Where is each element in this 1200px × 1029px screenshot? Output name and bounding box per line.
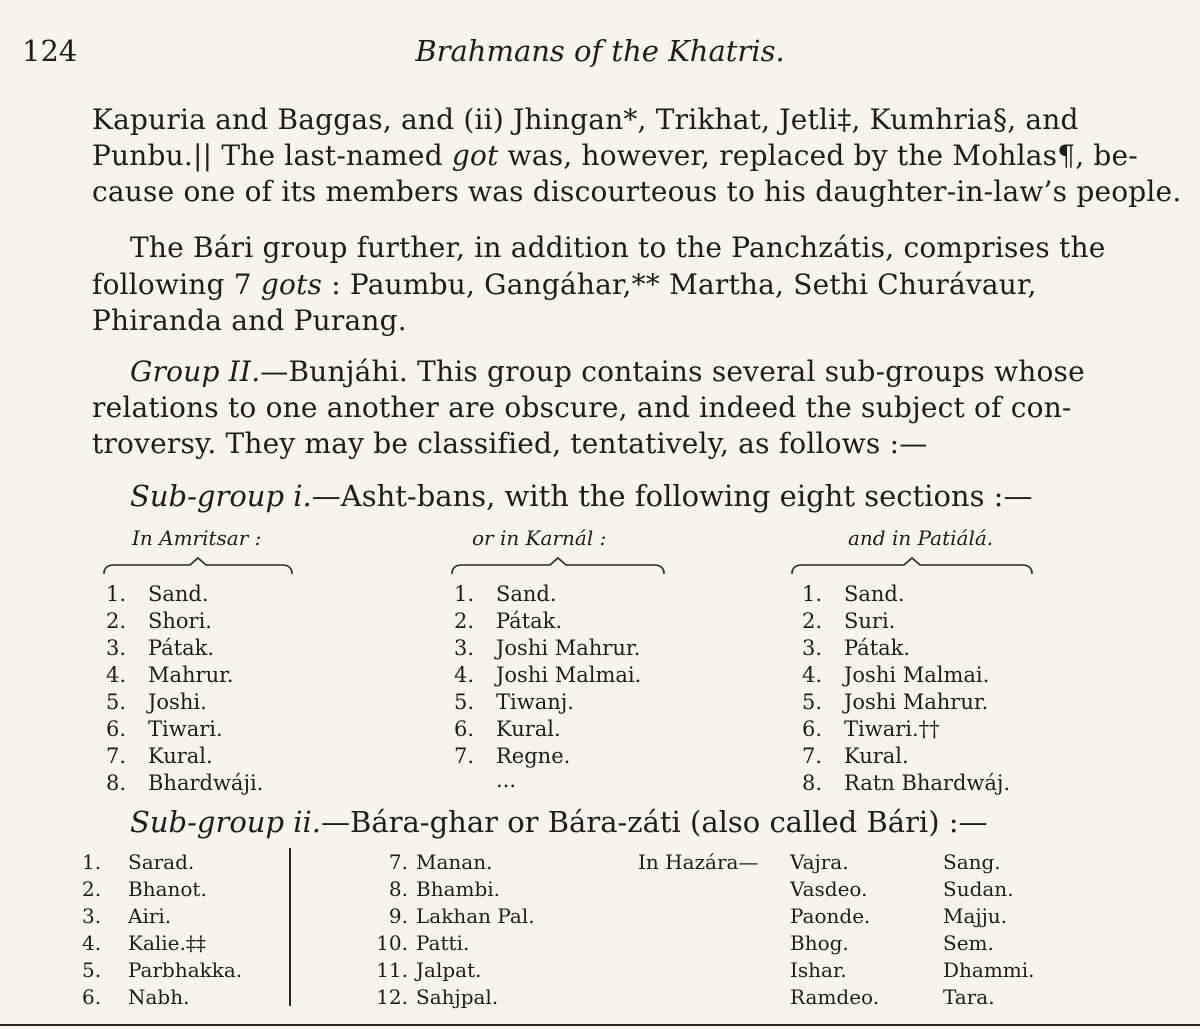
item-text: Airi. xyxy=(128,904,172,928)
text-run-italic: got xyxy=(451,139,499,172)
list-item xyxy=(802,744,909,768)
item-text: Suri. xyxy=(844,609,896,633)
item-number: 6. xyxy=(802,717,823,741)
table-row xyxy=(340,877,500,901)
para1-line2 xyxy=(92,139,1138,172)
hazara-item: Dhammi. xyxy=(943,958,1035,982)
item-text: Regne. xyxy=(496,744,571,768)
list-item xyxy=(454,717,561,741)
hazara-item: Sudan. xyxy=(943,877,1014,901)
item-number: 8. xyxy=(106,771,127,795)
list-item xyxy=(454,690,574,714)
table-row xyxy=(82,904,171,928)
para2-line3: Phiranda and Purang. xyxy=(92,304,407,337)
item-text: Pátak. xyxy=(844,636,911,660)
item-number: 7. xyxy=(802,744,823,768)
list-item xyxy=(106,663,234,687)
item-text: Sarad. xyxy=(128,850,195,874)
item-number: 1. xyxy=(106,582,127,606)
item-text: Jalpat. xyxy=(416,958,482,982)
item-text: Sahjpal. xyxy=(416,985,499,1009)
table-row xyxy=(340,958,481,982)
item-number: 1. xyxy=(802,582,823,606)
item-text: Kural. xyxy=(148,744,213,768)
list-item xyxy=(106,582,209,606)
text-run-italic: gots xyxy=(260,268,323,301)
table-row xyxy=(340,904,535,928)
item-number: 7. xyxy=(106,744,127,768)
list-item xyxy=(802,609,895,633)
table-row xyxy=(340,850,492,874)
list-item xyxy=(106,717,223,741)
text-run: —Asht-bans, with the following eight sections :— xyxy=(311,479,1033,513)
running-title: Brahmans of the Khatris. xyxy=(415,34,785,68)
item-text: Bhanot. xyxy=(128,877,207,901)
hazara-item: Vajra. xyxy=(790,850,849,874)
table-row xyxy=(82,877,207,901)
item-text: Tiwari. xyxy=(148,717,223,741)
table-row xyxy=(340,985,498,1009)
subgroup-i-title xyxy=(130,479,1032,513)
table-row xyxy=(82,958,242,982)
hazara-item: Majju. xyxy=(943,904,1008,928)
item-number: 12. xyxy=(376,985,408,1009)
list-item xyxy=(802,717,940,741)
item-text: Bhardwáji. xyxy=(148,771,264,795)
list-item xyxy=(454,663,641,687)
item-text: Patti. xyxy=(416,931,470,955)
item-number: 3. xyxy=(454,636,475,660)
item-number: 3. xyxy=(82,904,102,928)
para3-line2: relations to one another are obscure, and indeed the subject of con- xyxy=(92,391,1072,424)
column-heading-patiala: and in Patiálá. xyxy=(848,526,994,550)
item-number: 6. xyxy=(82,985,102,1009)
item-text: Sand. xyxy=(148,582,209,606)
item-text: Kural. xyxy=(844,744,909,768)
item-text: Parbhakka. xyxy=(128,958,243,982)
item-text: Bhambi. xyxy=(416,877,501,901)
item-number: 3. xyxy=(802,636,823,660)
item-number: 6. xyxy=(106,717,127,741)
item-number: 8. xyxy=(802,771,823,795)
item-text: Lakhan Pal. xyxy=(416,904,535,928)
item-number: 9. xyxy=(388,904,408,928)
list-item xyxy=(106,690,207,714)
hazara-item: Tara. xyxy=(943,985,995,1009)
item-number: 11. xyxy=(376,958,408,982)
item-number: 7. xyxy=(388,850,408,874)
bottom-rule xyxy=(0,1024,1200,1026)
item-number: 2. xyxy=(82,877,102,901)
hazara-item: Sang. xyxy=(943,850,1001,874)
table-row xyxy=(340,931,469,955)
hazara-item: Vasdeo. xyxy=(790,877,868,901)
list-item xyxy=(106,771,263,795)
para1-line3: cause one of its members was discourteous to his daughter-in-law’s people. xyxy=(92,175,1182,208)
para3-line1 xyxy=(130,355,1085,388)
item-number: 10. xyxy=(376,931,408,955)
item-number: 5. xyxy=(802,690,823,714)
table-row xyxy=(82,985,189,1009)
list-item xyxy=(454,636,640,660)
item-number: 1. xyxy=(82,850,102,874)
list-item xyxy=(802,636,910,660)
item-number: 6. xyxy=(454,717,475,741)
item-text: Sand. xyxy=(844,582,905,606)
list-item xyxy=(454,582,557,606)
item-number: 5. xyxy=(82,958,102,982)
item-text: Tiwanj. xyxy=(496,690,574,714)
hazara-label: In Hazára— xyxy=(638,850,759,874)
list-item xyxy=(802,663,989,687)
list-item xyxy=(106,744,213,768)
para3-line3: troversy. They may be classified, tentatively, as follows :— xyxy=(92,427,928,460)
text-run: —Bunjáhi. This group contains several sub-groups whose xyxy=(260,355,1085,388)
list-item xyxy=(106,636,214,660)
para2-line1: The Bári group further, in addition to the Panchzátis, comprises the xyxy=(130,231,1106,264)
text-run: : Paumbu, Gangáhar,** Martha, Sethi Churávaur, xyxy=(322,268,1037,301)
text-run: Punbu.|| The last-named xyxy=(92,139,452,172)
brace-amritsar xyxy=(102,556,294,574)
item-number: 8. xyxy=(388,877,408,901)
text-run: was, however, replaced by the Mohlas¶, be- xyxy=(498,139,1138,172)
item-text: Shori. xyxy=(148,609,212,633)
item-text: Joshi. xyxy=(148,690,207,714)
text-run: following 7 xyxy=(92,268,261,301)
item-text: Mahrur. xyxy=(148,663,234,687)
table-row xyxy=(82,850,194,874)
item-number: 5. xyxy=(106,690,127,714)
item-text: Joshi Malmai. xyxy=(844,663,990,687)
item-number: 7. xyxy=(454,744,475,768)
brace-patiala xyxy=(790,556,1034,574)
list-item xyxy=(454,609,562,633)
subgroup-label: Sub-group ii. xyxy=(130,805,322,839)
item-text: Joshi Malmai. xyxy=(496,663,642,687)
item-text: Kalie.‡‡ xyxy=(128,931,206,955)
hazara-item: Paonde. xyxy=(790,904,871,928)
para1-line1: Kapuria and Baggas, and (ii) Jhingan*, Trikhat, Jetli‡, Kumhria§, and xyxy=(92,103,1079,136)
text-run: —Bára-ghar or Bára-záti (also called Bári) :— xyxy=(321,805,988,839)
item-number: 5. xyxy=(454,690,475,714)
subgroup-ii-title xyxy=(130,805,988,839)
item-number: 3. xyxy=(106,636,127,660)
group-heading: Group II. xyxy=(130,355,261,388)
item-number: 2. xyxy=(802,609,823,633)
hazara-item: Ishar. xyxy=(790,958,847,982)
item-text: Kural. xyxy=(496,717,561,741)
item-text: Tiwari.†† xyxy=(844,717,940,741)
list-item xyxy=(454,744,570,768)
hazara-item: Ramdeo. xyxy=(790,985,880,1009)
column-heading-amritsar: In Amritsar : xyxy=(132,526,262,550)
item-number: 1. xyxy=(454,582,475,606)
item-text: Ratn Bhardwáj. xyxy=(844,771,1011,795)
item-text: Pátak. xyxy=(496,609,563,633)
item-number: 4. xyxy=(802,663,823,687)
item-number: 2. xyxy=(106,609,127,633)
item-text: Pátak. xyxy=(148,636,215,660)
page-number: 124 xyxy=(22,34,78,68)
item-text: Joshi Mahrur. xyxy=(496,636,641,660)
item-number: 4. xyxy=(106,663,127,687)
item-number: 4. xyxy=(82,931,102,955)
list-item xyxy=(106,609,212,633)
item-text: Sand. xyxy=(496,582,557,606)
item-text: ... xyxy=(496,768,517,792)
hazara-item: Sem. xyxy=(943,931,994,955)
list-item xyxy=(802,690,988,714)
column-divider xyxy=(289,848,291,1006)
item-number: 2. xyxy=(454,609,475,633)
item-text: Nabh. xyxy=(128,985,190,1009)
hazara-item: Bhog. xyxy=(790,931,849,955)
list-item xyxy=(802,771,1010,795)
column-heading-karnal: or in Karnál : xyxy=(472,526,607,550)
item-text: Joshi Mahrur. xyxy=(844,690,989,714)
item-number: 4. xyxy=(454,663,475,687)
list-item-ellipsis xyxy=(454,768,516,792)
item-text: Manan. xyxy=(416,850,493,874)
list-item xyxy=(802,582,905,606)
brace-karnal xyxy=(450,556,666,574)
para2-line2 xyxy=(92,268,1037,301)
table-row xyxy=(82,931,206,955)
subgroup-label: Sub-group i. xyxy=(130,479,312,513)
